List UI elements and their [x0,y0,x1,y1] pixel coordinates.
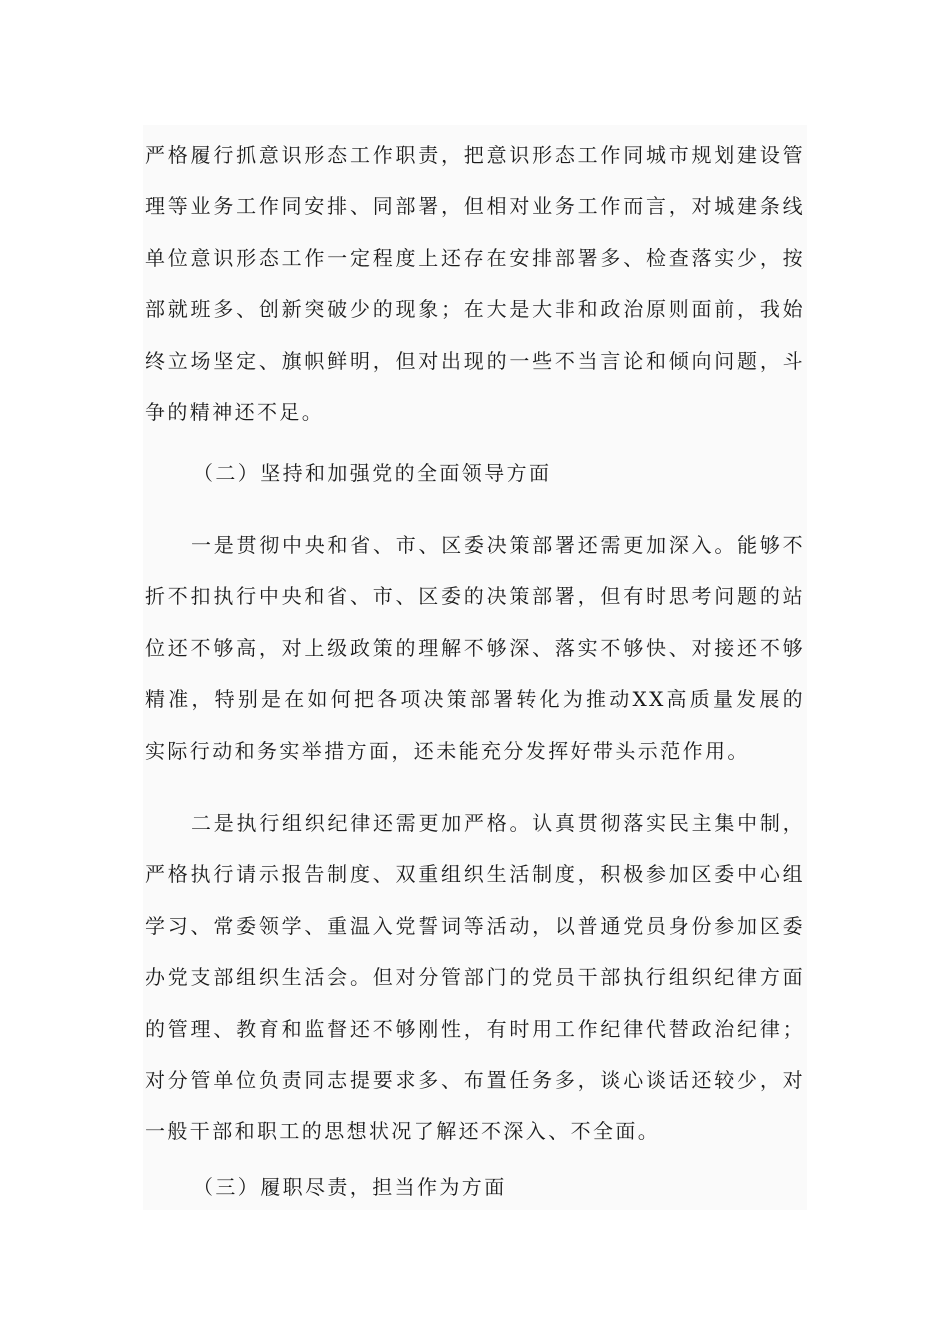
section-heading-3: （三）履职尽责，担当作为方面 [193,1175,507,1199]
section-heading-2: （二）坚持和加强党的全面领导方面 [193,461,552,485]
paragraph-3: 二是执行组织纪律还需更加严格。认真贯彻落实民主集中制，严格执行请示报告制度、双重组织生活制度，积极参加区委中心组学习、常委领学、重温入党誓词等活动，以普通党员身份参加区委办党支部组织生活会。但对分管部门的党员干部执行组织纪律方面的管理、教育和监督还不够刚性，有时用工作纪律代替政治纪律；对分管单位负责同志提要求多、布置任务多，谈心谈话还较少，对一般干部和职工的思想状况了解还不深入、不全面。 [145,811,805,1144]
paragraph-2: 一是贯彻中央和省、市、区委决策部署还需更加深入。能够不折不扣执行中央和省、市、区委的决策部署，但有时思考问题的站位还不够高，对上级政策的理解不够深、落实不够快、对接还不够精准，特别是在如何把各项决策部署转化为推动XX高质量发展的实际行动和务实举措方面，还未能充分发挥好带头示范作用。 [145,533,805,763]
paragraph-1: 严格履行抓意识形态工作职责，把意识形态工作同城市规划建设管理等业务工作同安排、同部署，但相对业务工作而言，对城建条线单位意识形态工作一定程度上还存在安排部署多、检查落实少，按部就班多、创新突破少的现象；在大是大非和政治原则面前，我始终立场坚定、旗帜鲜明，但对出现的一些不当言论和倾向问题，斗争的精神还不足。 [145,143,805,425]
